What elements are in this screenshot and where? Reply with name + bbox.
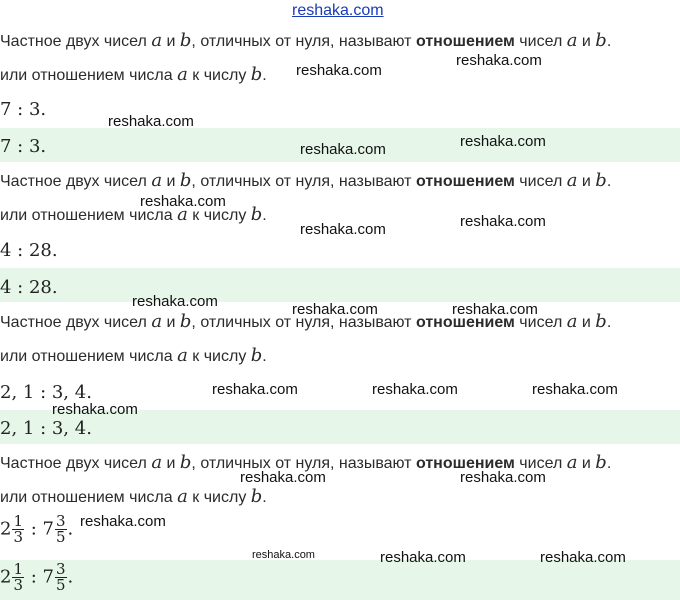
watermark: reshaka.com bbox=[460, 213, 546, 230]
keyword: отношением bbox=[415, 314, 515, 331]
watermark: reshaka.com bbox=[252, 549, 315, 561]
watermark: reshaka.com bbox=[108, 113, 194, 130]
keyword: отношением bbox=[415, 455, 515, 472]
watermark: reshaka.com bbox=[380, 549, 466, 566]
fraction: $\frac{1}{3}$ bbox=[13, 560, 23, 594]
answer-expression: 4 : 28. bbox=[0, 277, 58, 298]
watermark: reshaka.com bbox=[132, 293, 218, 310]
definition-line-1: Частное двух чисел a и b, отличных от нуля, называют отношением чисел a и b. bbox=[0, 311, 612, 332]
watermark: reshaka.com bbox=[140, 193, 226, 210]
watermark: reshaka.com bbox=[296, 62, 382, 79]
example-expression: 7 : 3. bbox=[0, 99, 47, 120]
definition-line-2: или отношением числа a к числу b. bbox=[0, 345, 267, 366]
watermark: reshaka.com bbox=[240, 469, 326, 486]
example-expression: 4 : 28. bbox=[0, 240, 58, 261]
answer-block bbox=[0, 560, 680, 600]
fraction-answer: 2 $\frac{1}{3}$ : 7 $\frac{3}{5}$ . bbox=[0, 560, 74, 594]
watermark: reshaka.com bbox=[300, 141, 386, 158]
watermark: reshaka.com bbox=[460, 469, 546, 486]
watermark: reshaka.com bbox=[452, 301, 538, 318]
definition-line-2: или отношением числа a к числу b. bbox=[0, 204, 267, 225]
answer-block bbox=[0, 268, 680, 302]
definition-line-1: Частное двух чисел a и b, отличных от нуля, называют отношением чисел a и b. bbox=[0, 452, 612, 473]
watermark: reshaka.com bbox=[300, 221, 386, 238]
definition-line-1: Частное двух чисел a и b, отличных от нуля, называют отношением чисел a и b. bbox=[0, 170, 612, 191]
watermark: reshaka.com bbox=[292, 301, 378, 318]
fraction: $\frac{3}{5}$ bbox=[55, 512, 66, 546]
fraction: $\frac{1}{3}$ bbox=[13, 512, 23, 546]
watermark: reshaka.com bbox=[372, 381, 458, 398]
site-link[interactable]: reshaka.com bbox=[292, 2, 384, 19]
keyword: отношением bbox=[415, 33, 515, 50]
keyword: отношением bbox=[415, 173, 515, 190]
answer-expression: 7 : 3. bbox=[0, 136, 47, 157]
answer-expression: 2, 1 : 3, 4. bbox=[0, 418, 92, 439]
watermark: reshaka.com bbox=[52, 401, 138, 418]
fraction: $\frac{3}{5}$ bbox=[55, 560, 66, 594]
definition-line-2: или отношением числа a к числу b. bbox=[0, 64, 267, 85]
watermark: reshaka.com bbox=[80, 513, 166, 530]
watermark: reshaka.com bbox=[456, 52, 542, 69]
watermark: reshaka.com bbox=[212, 381, 298, 398]
watermark: reshaka.com bbox=[540, 549, 626, 566]
definition-line-2: или отношением числа a к числу b. bbox=[0, 486, 267, 507]
watermark: reshaka.com bbox=[460, 133, 546, 150]
definition-line-1: Частное двух чисел a и b, отличных от нуля, называют отношением чисел a и b. bbox=[0, 30, 612, 51]
watermark: reshaka.com bbox=[532, 381, 618, 398]
example-expression: 2, 1 : 3, 4. bbox=[0, 382, 92, 403]
fraction-expression: 2 $\frac{1}{3}$ : 7 $\frac{3}{5}$ . bbox=[0, 512, 74, 546]
